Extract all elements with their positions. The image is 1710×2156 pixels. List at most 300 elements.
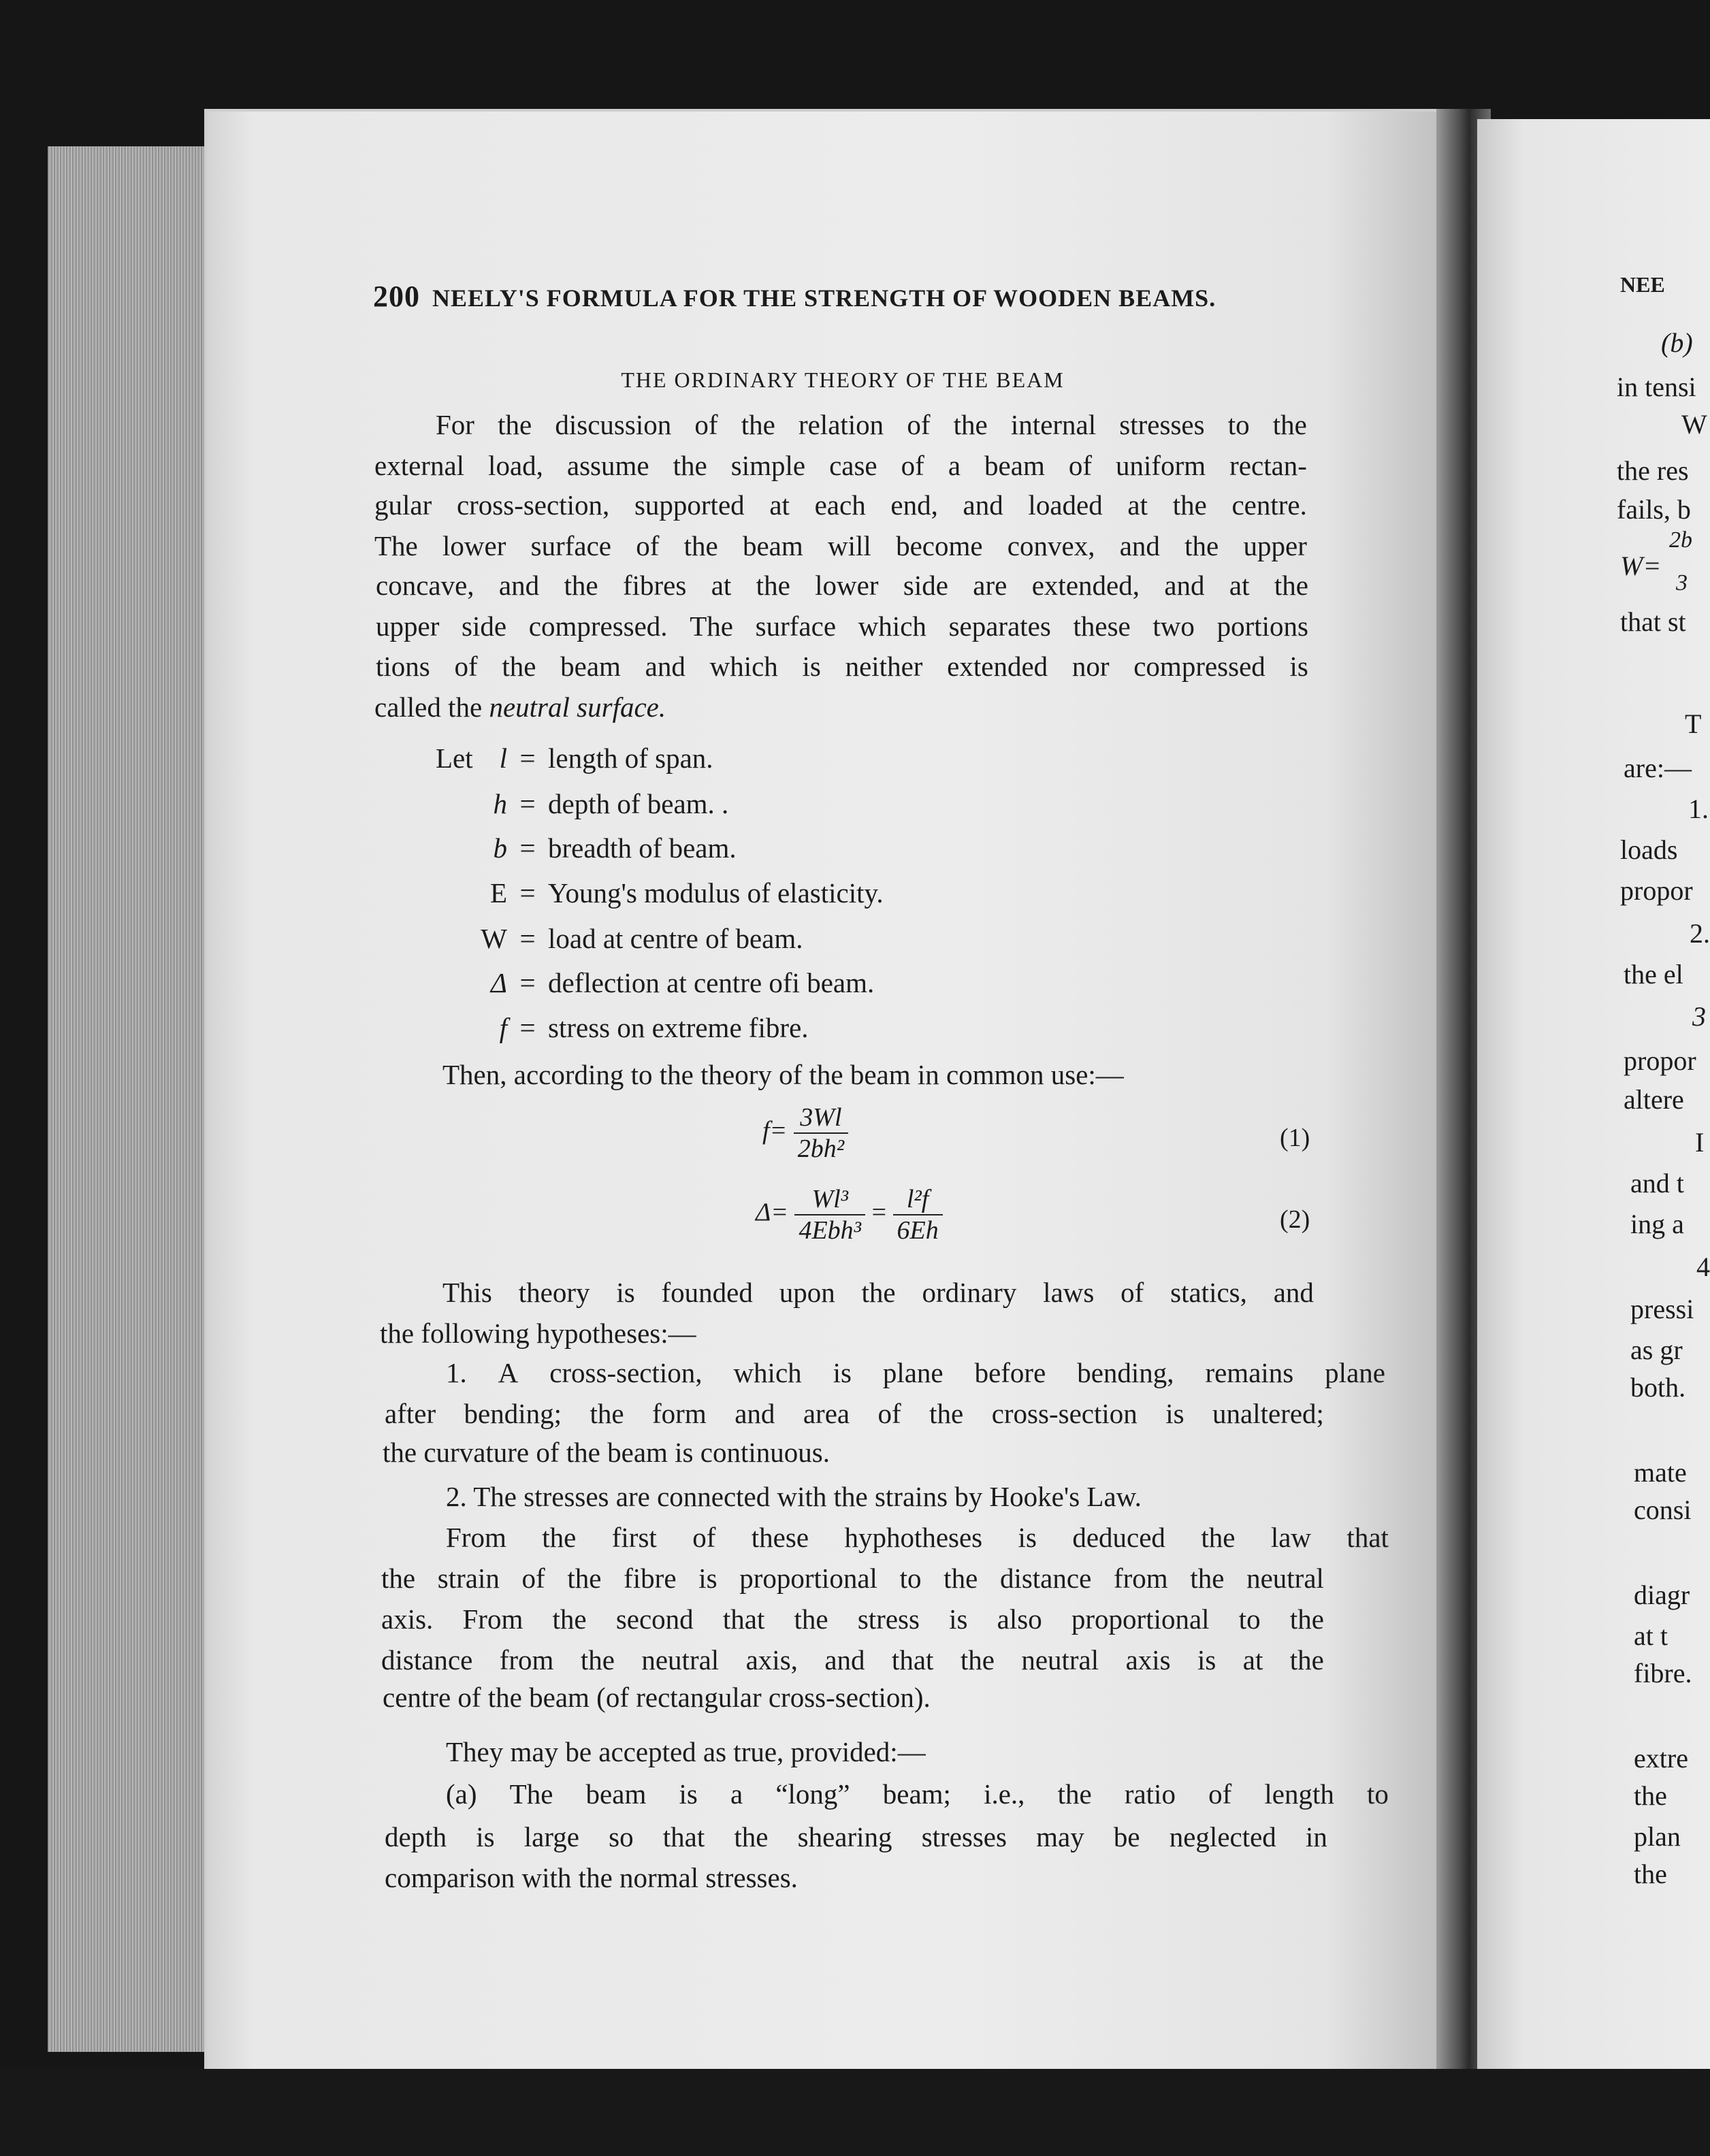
word: large — [523, 1821, 579, 1852]
word: first — [611, 1522, 657, 1553]
word: in — [1305, 1821, 1327, 1852]
word: and — [735, 1398, 775, 1429]
hypothesis-1-last-line: the curvature of the beam is continuous. — [383, 1437, 830, 1468]
eq1-label: (1) — [1280, 1124, 1310, 1152]
word: gular — [374, 489, 432, 521]
word: which — [709, 651, 778, 682]
right-page-text-fragment: 3 — [1676, 570, 1688, 595]
paragraph-1-last-line — [374, 691, 666, 723]
word: and — [498, 570, 540, 601]
right-page-text-fragment: altere — [1624, 1084, 1684, 1115]
word: the — [1272, 409, 1307, 440]
word: external — [374, 450, 465, 481]
word: lower — [442, 530, 506, 561]
word: the — [552, 1603, 587, 1635]
word: beam — [560, 651, 621, 682]
definition-text: Young's modulus of elasticity. — [548, 877, 884, 909]
word: the — [1289, 1644, 1324, 1676]
word: load, — [488, 450, 543, 481]
eq1-numerator: 3Wl — [794, 1102, 848, 1134]
word: of — [907, 409, 931, 440]
word: the — [673, 450, 707, 481]
running-head-title: NEELY'S FORMULA FOR THE STRENGTH OF WOODEN BEAMS. — [432, 284, 1216, 312]
word: For — [436, 409, 474, 440]
conda-line — [385, 1820, 1327, 1853]
definition-symbol: l — [499, 742, 507, 774]
word: the — [756, 570, 790, 601]
word: 1. — [446, 1357, 467, 1388]
word: length — [1264, 1778, 1334, 1810]
word: the — [564, 570, 598, 601]
para1-line — [376, 569, 1308, 602]
word: stress — [857, 1603, 920, 1635]
eq2-fraction-1 — [794, 1184, 865, 1245]
word: the — [567, 1563, 602, 1594]
word: is — [1197, 1644, 1216, 1676]
word: cross-section, — [456, 489, 610, 521]
paragraph-4: They may be accepted as true, provided:— — [446, 1736, 926, 1767]
definition-equals: = — [519, 967, 536, 998]
hypothesis-2: 2. The stresses are connected with the strains by Hooke's Law. — [446, 1481, 1142, 1512]
word: the — [1201, 1522, 1236, 1553]
right-page-text-fragment: the — [1634, 1780, 1667, 1811]
word: that — [1346, 1522, 1389, 1553]
word: to — [1227, 409, 1250, 440]
eq2-mid-equals: = — [871, 1198, 886, 1227]
section-title-wrap — [373, 368, 1312, 393]
word: The — [690, 610, 733, 642]
word: a — [730, 1778, 743, 1810]
word: the — [794, 1603, 828, 1635]
word: unaltered; — [1212, 1398, 1324, 1429]
word: that — [891, 1644, 934, 1676]
word: at — [711, 570, 732, 601]
word: the — [1289, 1603, 1324, 1635]
word: the — [1057, 1778, 1092, 1810]
word: the — [381, 1563, 416, 1594]
para1-line — [374, 529, 1307, 562]
hyp1-line — [385, 1397, 1324, 1430]
running-head — [373, 279, 1216, 314]
word: of — [877, 1398, 901, 1429]
word: shearing — [797, 1821, 892, 1852]
right-page-text-fragment: 2b — [1669, 527, 1692, 553]
word: the — [960, 1644, 995, 1676]
definition-row — [470, 742, 713, 774]
word: fibre — [624, 1563, 677, 1594]
word: the — [498, 409, 532, 440]
word: depth — [385, 1821, 447, 1852]
word: the — [953, 409, 988, 440]
word: these — [1073, 610, 1131, 642]
word: i.e., — [984, 1778, 1025, 1810]
right-page-text-fragment: I — [1695, 1127, 1705, 1158]
word: of — [1120, 1277, 1144, 1308]
word: that — [662, 1821, 705, 1852]
word: the — [580, 1644, 615, 1676]
eq1-lhs: f= — [762, 1116, 788, 1145]
word: the — [683, 530, 718, 561]
word: so — [609, 1821, 634, 1852]
definition-text: depth of beam. . — [548, 788, 729, 819]
eq2-denominator-1: 4Ebh³ — [798, 1216, 862, 1245]
word: and — [1164, 570, 1205, 601]
definition-equals: = — [519, 742, 536, 774]
word: of — [636, 530, 660, 561]
word: from — [499, 1644, 554, 1676]
definition-row — [470, 877, 884, 909]
definition-text: stress on extreme fibre. — [548, 1012, 809, 1043]
right-page-text-fragment: that st — [1620, 606, 1686, 637]
right-page-text-fragment: 1. — [1688, 794, 1709, 824]
right-page-text-fragment: the el — [1624, 959, 1683, 990]
para3-line — [381, 1603, 1324, 1635]
word: from — [1113, 1563, 1168, 1594]
word: two — [1152, 610, 1195, 642]
eq2-denominator-2: 6Eh — [897, 1216, 939, 1245]
word: remains — [1205, 1357, 1294, 1388]
word: to — [1367, 1778, 1389, 1810]
word: at — [1242, 1644, 1263, 1676]
right-page-text-fragment: both. — [1630, 1372, 1686, 1403]
definition-equals: = — [519, 923, 536, 954]
word: rectan- — [1229, 450, 1307, 481]
word: hyphotheses — [844, 1522, 983, 1553]
right-page-text-fragment: 3 — [1692, 1001, 1706, 1032]
word: distance — [381, 1644, 473, 1676]
definition-row — [470, 832, 737, 864]
para3-line — [446, 1521, 1389, 1554]
word: to — [899, 1563, 922, 1594]
let-word: Let — [436, 742, 473, 774]
word: bending; — [464, 1398, 562, 1429]
word: The — [374, 530, 418, 561]
word: is — [616, 1277, 635, 1308]
word: end, — [890, 489, 938, 521]
eq2-label: (2) — [1280, 1205, 1310, 1234]
word: (a) — [446, 1778, 477, 1810]
right-page-text-fragment: ing a — [1630, 1209, 1684, 1239]
word: axis. — [381, 1603, 434, 1635]
word: lower — [815, 570, 879, 601]
para1-line — [374, 489, 1307, 521]
conda-line — [446, 1778, 1389, 1810]
eq1-fraction — [794, 1102, 848, 1164]
word: these — [751, 1522, 809, 1553]
word: the — [734, 1821, 769, 1852]
definition-text: load at centre of beam. — [548, 923, 803, 954]
definition-equals: = — [519, 877, 536, 909]
right-page-text-fragment: (b) — [1661, 327, 1693, 358]
word: simple — [730, 450, 806, 481]
word: tions — [376, 651, 430, 682]
definition-row — [470, 787, 728, 820]
definition-equals: = — [519, 832, 536, 864]
para1-line — [374, 449, 1307, 482]
right-page-text-fragment: diagr — [1634, 1580, 1690, 1610]
definition-equals: = — [519, 1012, 536, 1043]
word: is — [949, 1603, 968, 1635]
word: nor — [1071, 651, 1110, 682]
word: extended, — [1031, 570, 1140, 601]
word: which — [733, 1357, 802, 1388]
right-page-text-fragment: and t — [1630, 1168, 1684, 1198]
word: beam — [585, 1778, 647, 1810]
word: is — [679, 1778, 698, 1810]
word: at — [1127, 489, 1148, 521]
word: be — [1113, 1821, 1140, 1852]
word: a — [948, 450, 961, 481]
word: compressed — [1133, 651, 1265, 682]
word: axis — [1125, 1644, 1171, 1676]
word: deduced — [1072, 1522, 1165, 1553]
word: concave, — [376, 570, 474, 601]
definition-row — [470, 922, 803, 955]
right-page-text-fragment: mate — [1634, 1457, 1687, 1488]
right-page-text-fragment: propor — [1620, 875, 1693, 906]
right-page-text-fragment: the — [1634, 1859, 1667, 1889]
right-page-text-fragment: plan — [1634, 1821, 1681, 1852]
word: internal — [1010, 409, 1097, 440]
definition-symbol: h — [493, 788, 507, 819]
then-line: Then, according to the theory of the beam in common use:— — [442, 1059, 1124, 1090]
page-stack-edges — [48, 146, 211, 2052]
word: and — [1119, 530, 1160, 561]
word: the — [542, 1522, 577, 1553]
word: and — [963, 489, 1003, 521]
definition-symbol: b — [493, 832, 507, 864]
word: is — [1165, 1398, 1184, 1429]
word: side — [462, 610, 507, 642]
condition-a-last-line: comparison with the normal stresses. — [385, 1862, 798, 1893]
word: the — [861, 1277, 896, 1308]
word: neutral — [1246, 1563, 1324, 1594]
word: of — [901, 450, 924, 481]
word: neglected — [1169, 1821, 1276, 1852]
word: extended — [947, 651, 1048, 682]
definition-text: deflection at centre ofi beam. — [548, 967, 875, 998]
word: the — [943, 1563, 978, 1594]
word: become — [896, 530, 983, 561]
word: “long” — [775, 1778, 850, 1810]
word: which — [858, 610, 926, 642]
word: cross-section — [991, 1398, 1138, 1429]
word: relation — [798, 409, 884, 440]
definition-symbol: f — [499, 1012, 507, 1043]
definition-row — [470, 966, 874, 999]
equation-2 — [756, 1184, 943, 1245]
word: founded — [661, 1277, 753, 1308]
word: is — [698, 1563, 717, 1594]
word: is — [1018, 1522, 1037, 1553]
word: before — [974, 1357, 1046, 1388]
word: is — [476, 1821, 495, 1852]
word: is — [833, 1357, 852, 1388]
word: the — [929, 1398, 964, 1429]
eq2-numerator-1: Wl³ — [794, 1184, 865, 1215]
word: stresses — [921, 1821, 1007, 1852]
word: each — [814, 489, 866, 521]
word: the — [741, 409, 775, 440]
definition-symbol: Δ — [490, 967, 507, 998]
word: will — [828, 530, 871, 561]
para1-line — [436, 408, 1307, 441]
word: laws — [1043, 1277, 1095, 1308]
paragraph-2-last-line: the following hypotheses:— — [380, 1318, 696, 1349]
word: proportional — [739, 1563, 877, 1594]
word: beam — [742, 530, 803, 561]
word: The — [509, 1778, 553, 1810]
word: law — [1270, 1522, 1312, 1553]
word: side — [903, 570, 948, 601]
word: upper — [1243, 530, 1307, 561]
eq2-lhs: Δ= — [756, 1198, 788, 1227]
right-page-text-fragment: NEE — [1620, 272, 1665, 297]
word: surface — [755, 610, 837, 642]
word: the — [1274, 570, 1308, 601]
right-page-text-fragment: propor — [1624, 1045, 1696, 1076]
word: discussion — [555, 409, 672, 440]
para1-line — [376, 650, 1308, 683]
word: From — [446, 1522, 506, 1553]
word: are — [973, 570, 1007, 601]
word: cross-section, — [549, 1357, 703, 1388]
right-page-text-fragment: in tensi — [1617, 372, 1696, 402]
word: statics, — [1170, 1277, 1247, 1308]
word: the — [590, 1398, 624, 1429]
word: may — [1036, 1821, 1084, 1852]
word: the — [1190, 1563, 1225, 1594]
word: theory — [518, 1277, 590, 1308]
word: This — [442, 1277, 492, 1308]
word: the — [1184, 530, 1219, 561]
para3-line — [381, 1562, 1324, 1595]
word: of — [1068, 450, 1093, 481]
right-page-text-fragment: 4 — [1696, 1252, 1710, 1282]
paragraph-3-last-line: centre of the beam (of rectangular cross-section). — [383, 1682, 931, 1713]
right-page-text-fragment: pressi — [1630, 1294, 1694, 1324]
word: the — [502, 651, 536, 682]
hyp1-line — [446, 1356, 1385, 1389]
word: upper — [376, 610, 440, 642]
word: is — [1289, 651, 1308, 682]
para3-line — [381, 1644, 1324, 1676]
word: of — [454, 651, 478, 682]
page-number: 200 — [373, 280, 420, 313]
eq2-fraction-2 — [893, 1184, 943, 1245]
right-page-text-fragment: as gr — [1630, 1335, 1683, 1365]
definition-text: length of span. — [548, 742, 713, 774]
word: axis, — [745, 1644, 798, 1676]
equation-1 — [762, 1102, 848, 1164]
para2-line — [442, 1276, 1314, 1309]
neutral-surface-term: neutral surface. — [489, 691, 666, 723]
para1-line — [376, 610, 1308, 642]
word: neither — [845, 651, 923, 682]
word: and — [824, 1644, 865, 1676]
right-page-text-fragment: W= — [1620, 551, 1662, 581]
word: assume — [566, 450, 649, 481]
word: strain — [437, 1563, 500, 1594]
word: that — [722, 1603, 765, 1635]
word: form — [652, 1398, 707, 1429]
definition-symbol: E — [489, 877, 507, 909]
right-page-text-fragment: loads — [1620, 834, 1678, 865]
word: supported — [634, 489, 745, 521]
word: bending, — [1077, 1357, 1174, 1388]
definition-text: breadth of beam. — [548, 832, 737, 864]
word: A — [498, 1357, 519, 1388]
word: at — [1229, 570, 1250, 601]
word: and — [1273, 1277, 1314, 1308]
eq2-numerator-2: l²f — [893, 1184, 943, 1215]
word: distance — [999, 1563, 1092, 1594]
word: beam; — [882, 1778, 951, 1810]
word: of — [521, 1563, 545, 1594]
word: at — [769, 489, 790, 521]
word: neutral — [641, 1644, 720, 1676]
word: centre. — [1231, 489, 1307, 521]
word: neutral — [1021, 1644, 1099, 1676]
word: after — [385, 1398, 436, 1429]
word: portions — [1216, 610, 1308, 642]
eq1-denominator: 2bh² — [797, 1134, 845, 1163]
definition-symbol: W — [481, 923, 507, 954]
right-page-text-fragment: at t — [1634, 1620, 1668, 1651]
right-page-text-fragment: extre — [1634, 1743, 1688, 1774]
word: upon — [779, 1277, 835, 1308]
right-page-text-fragment: fibre. — [1634, 1658, 1692, 1688]
right-page-text-fragment: are:— — [1624, 753, 1692, 783]
word: surface — [530, 530, 611, 561]
word: to — [1238, 1603, 1261, 1635]
word: From — [462, 1603, 523, 1635]
word: ordinary — [922, 1277, 1017, 1308]
word: stresses — [1119, 409, 1205, 440]
word: proportional — [1071, 1603, 1210, 1635]
word: plane — [1325, 1357, 1385, 1388]
word: of — [694, 409, 718, 440]
word: plane — [882, 1357, 943, 1388]
word: separates — [948, 610, 1051, 642]
section-title: THE ORDINARY THEORY OF THE BEAM — [621, 368, 1065, 392]
right-page-text-fragment: W — [1681, 409, 1707, 440]
word: and — [645, 651, 685, 682]
word: the — [1172, 489, 1207, 521]
word: also — [997, 1603, 1042, 1635]
word: second — [615, 1603, 694, 1635]
word: of — [692, 1522, 716, 1553]
word: loaded — [1028, 489, 1103, 521]
word: ratio — [1124, 1778, 1176, 1810]
definition-equals: = — [519, 788, 536, 819]
paragraph-1-last-text: called the — [374, 691, 483, 723]
right-page-text-fragment: 2. — [1690, 918, 1710, 949]
word: of — [1208, 1778, 1232, 1810]
bottom-shadow — [0, 2069, 1710, 2156]
word: is — [802, 651, 821, 682]
word: area — [803, 1398, 850, 1429]
definition-row — [470, 1011, 809, 1044]
word: uniform — [1116, 450, 1206, 481]
word: beam — [984, 450, 1045, 481]
right-page-text-fragment: T — [1685, 708, 1702, 739]
word: case — [829, 450, 877, 481]
right-page-text-fragment: consi — [1634, 1494, 1692, 1525]
word: convex, — [1007, 530, 1095, 561]
word: fibres — [622, 570, 687, 601]
word: compressed. — [528, 610, 668, 642]
